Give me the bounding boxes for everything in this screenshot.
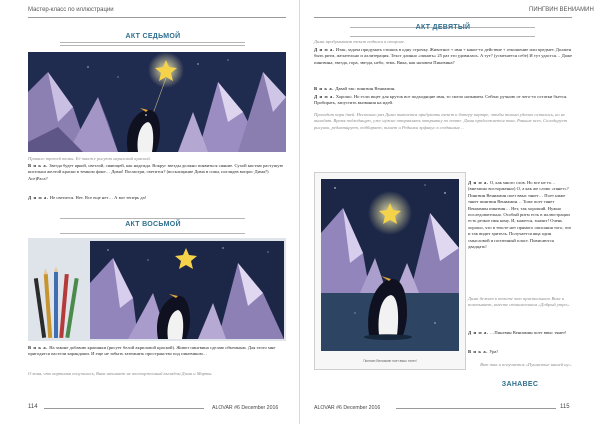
act-seven-line-2 [28,195,286,201]
running-head-right: ПИНГВИН ВЕНИАМИН [529,7,594,13]
header-rule-left [28,17,286,18]
act-nine-direction-4: Вот так и получается «Пушистые нашей ну». [480,362,572,367]
penguin-star-painting [28,52,286,152]
speaker-label: В и к а. [314,86,335,91]
speaker-label: Д и м а. [314,47,335,52]
act-seven-line-1 [28,163,286,182]
title-rule [60,233,245,234]
speaker-label: Д и м а. [28,195,49,200]
dialogue-text: Итак, задача придумать стишок в одну строчку. Животное + имя + какое-то действие + отношение или предмет. Должен быть ритм, желательно и аллитерация. Текст длинно «пинать» 25 раз это удивилась. А тут? (усмехается себе) И тут удастся… Даже пингвина, звезда, гора, звезда, небо, земь. Вика, как назовем Пингвина? [314,47,572,65]
speaker-label: В и к а. [28,345,49,350]
dialogue-text: О, как много слов. Но все не то… (внезапно восторженно) О, а как же слово «тянет»? Пингвин Вениамин поет ввыс тянет… Поет ниже тянет пингвин Вениамин… Тоже поет тянет Вениамин пингвин… Нет, так хороший. Нужно последовательно. Особый ритм есть в иллюстрации есть резкое имя кому. И, кажется, значит! Очень хорошо, что в тексте нет прямого описания того, что и так видит зритель. Получается яща один смысловой и поэтичный пласт. Повисаются двадцать! [468,180,572,250]
act-eight-title: АКТ ВОСЬМОЙ [125,221,181,228]
curtain-title: ЗАНАВЕС [501,381,539,388]
framed-postcard [314,172,466,370]
title-rule [60,218,245,219]
page-number-right: 115 [560,404,570,410]
act-eight-line-1 [28,345,286,358]
dialogue-text: Давай так: пингвин Вениамин. [335,86,396,91]
act-nine-direction-3: Дима бежит к тексте что пристального Вике и показывает, вместе становлением «Добрый утро». [468,296,571,308]
dialogue-text: Звезда будет яркой, светлой, сияющей, как надежда. Вокруг звезды должно появиться сияние. Сухой кистью растушую кисельки желтой краски в темном фоне… Дима! Посмотри, светится? (восклицание Дима в сомн, поглядев вопрос Дима?) Асе)Раса? [28,163,284,181]
dialogue-text: Хорошо. Но если ищет для круток все подходящие имя, то смело называем. Сейчас ручною от чего-то остатки бьется. Пробирать, запустить вызвания на идей. [314,94,568,106]
act-nine-line-6 [468,349,572,355]
act-seven-title: АКТ СЕДЬМОЙ [125,33,181,40]
act-nine-direction-2: Проходит пара дней. Несколько раз Дима пытается придумать текст к ботеру партре, чтобы только удачно остались, но не выходят. Время подходящую, уже нужно отправлять открытку по почте. Дима продолжается пока. Раньше всех. Складирует рисунок, редактирует, подбирает, пишет и Родники эрфикус в созданные… [314,112,568,130]
act-nine-line-4 [468,180,572,250]
running-head-left: Мастер-класс по иллюстрации [28,7,114,13]
right-page [300,0,600,424]
act-nine-line-1 [314,47,572,66]
dialogue-text: Не светится. Нет. Все еще нет… А вот теперь да! [49,195,147,200]
postcard-caption: Пингвин Вениамин поет ввыс тянет! [363,359,417,363]
title-rule [350,36,535,37]
title-rule [60,45,245,46]
act-nine-line-2 [314,86,572,92]
act-nine-title: АКТ ДЕВЯТЫЙ [415,24,471,31]
header-rule-right [314,17,572,18]
dialogue-text: На законе добавлю крапинки (рисует белой акриловой краской). Живот пингвина сделаю объемным. Для этого мне пригодятся пастели карандаши. И еще не забыть затемнить пространство под пингвином… [28,345,276,357]
penguin-pencils-painting [28,238,286,341]
footer-rule-right [396,408,556,409]
act-nine-line-5 [468,330,572,336]
postcard-painting [315,173,465,357]
act-nine-direction-1: Дима продумывает текст подписи в стороне. [314,39,405,44]
dialogue-text: Ура! [489,349,498,354]
speaker-label: Д и м а. [468,330,489,335]
speaker-label: Д и м а. [314,94,335,99]
act-eight-direction: О воня, что картинка получилась, Вика начинает не восторженный взглядом Дима и Марты. [28,371,213,376]
page-number-left: 114 [28,404,38,410]
speaker-label: Д и м а. [468,180,489,185]
speaker-label: В и к а. [468,349,489,354]
act-nine-line-3 [314,94,572,107]
footer-left: ALOVAR #6 December 2016 [212,405,279,411]
illustration-penguin-star [28,52,286,152]
footer-rule-left [44,408,204,409]
title-rule [60,42,245,43]
illustration-penguin-pencils [28,238,286,341]
act-seven-direction: Правило третей темы. Её также рисуют акриловой краской. [28,156,151,161]
footer-right: ALOVAR #6 December 2016 [314,405,381,411]
speaker-label: В и к а. [28,163,49,168]
dialogue-text: …Пингвин Вениамин поет ввыс тянет! [489,330,567,335]
